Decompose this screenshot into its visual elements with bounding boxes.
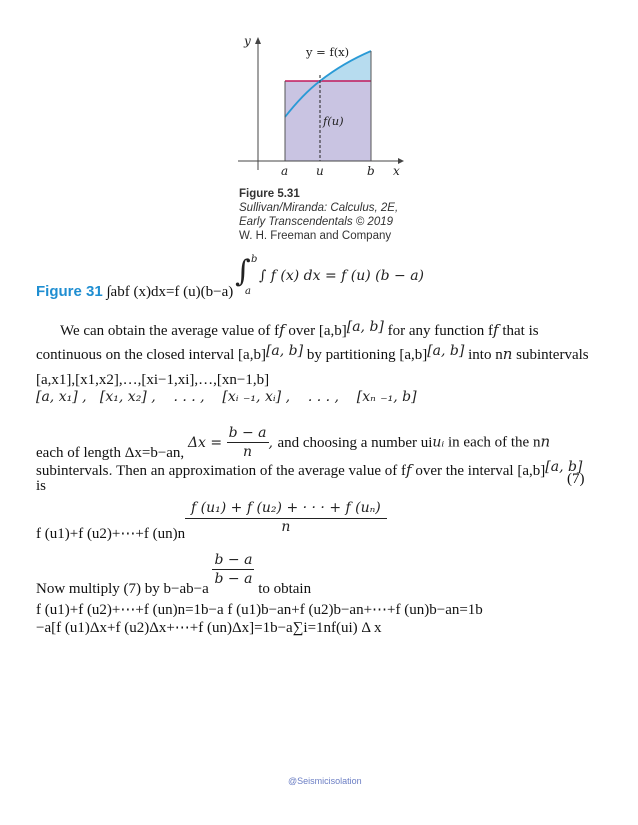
integral-upper: b [251,254,258,265]
caption-line-1: Sullivan/Miranda: Calculus, 2E, [239,202,399,214]
p8-fraction [212,551,254,588]
p2-math-interval: [a, b] [265,343,304,359]
integral-lower: a [245,286,251,297]
p6-text-b: Then an approximation of the average value of f [112,463,406,479]
y-axis-label: y [244,34,251,48]
p1-math-f2: f [493,321,499,339]
figure-31-text: ∫abf (x)dx=f (u)(b−a) [102,284,234,300]
subintervals-list-math: [a, x₁] , [x₁, x₂] , . . . , [xᵢ ₋₁, xᵢ] , . . . , [xₙ ₋₁, b] [36,389,417,405]
tick-a: a [281,164,289,178]
p8-denominator: b − a [214,571,253,587]
p8-numerator: b − a [214,552,253,568]
p2-text-c: into n [468,347,503,363]
p1-text-c: for any function f [387,323,494,339]
p6-text-a: subintervals [36,463,109,479]
caption-line-2: Early Transcendentals © 2019 [239,216,394,228]
p1-math-interval: [a, b] [346,319,384,335]
p2-text-b: by partitioning [a,b] [306,347,428,363]
p2-math-n: n [502,345,513,363]
paragraph-line-6 [36,461,582,481]
f-u-label: f(u) [323,114,344,128]
tick-b: b [367,164,375,178]
p1-math-f: f [279,321,285,339]
watermark: @Seismicisolation [288,776,362,786]
paragraph-line-10: −a[f (u1)Δx+f (u2)Δx+⋯+f (un)Δx]=1b−a∑i=1nf(ui) Δ x [36,620,382,636]
delta-x-label: Δx = [187,434,223,451]
p1-text-b: over [a,b] [288,323,347,339]
delta-x-comma: , [268,434,273,451]
paragraph-line-1 [60,321,539,340]
paragraph-line-2 [36,345,589,364]
figure-31-label: Figure 31 [36,283,103,300]
delta-x-denominator: n [243,444,253,460]
figure-caption-box [239,187,439,243]
paragraph-line-3: [a,x1],[x1,x2],…,[xi−1,xi],…,[xn−1,b] [36,372,270,388]
tick-u: u [316,164,324,178]
p1-text-a: We can obtain the average value of f [60,323,280,339]
p2-text-d: subintervals [516,347,589,363]
caption-title: Figure 5.31 [239,188,300,200]
integral-sign: ∫ [235,254,251,289]
p5-math-ui: uᵢ [432,434,445,451]
p5-text-c: in each of the n [448,434,541,451]
p6-math-interval: [a, b] [545,459,583,475]
p5-text-b: and choosing a number ui [277,434,433,451]
equation-7-fraction [185,500,387,535]
p6-math-f: f [406,461,412,479]
p8-text-a: Now multiply (7) by b−ab−a [36,580,209,597]
p5-math-n: n [540,432,551,451]
delta-x-fraction [227,424,269,461]
figure-5-31 [228,30,418,180]
p1-text-d: that is [502,323,539,339]
equation-7-text: f (u1)+f (u2)+⋯+f (un)n [36,526,186,542]
p2-text-a: continuous on the closed interval [a,b] [36,347,266,363]
curve-label: y = f(x) [306,45,350,59]
integral-equation: ∫ f (x) dx = f (u) (b − a) [259,268,425,284]
figure-31-math [235,252,445,302]
p6-text-c: over the interval [a,b] [415,463,546,479]
p6-dot: . [108,464,113,479]
p8-text-b: to obtain [258,580,312,597]
equation-number-7: (7) [567,471,585,487]
paragraph-line-5 [36,424,550,464]
paragraph-line-8 [36,551,312,597]
caption-line-3: W. H. Freeman and Company [239,230,392,242]
x-axis-label: x [393,164,400,178]
delta-x-numerator: b − a [228,425,267,441]
equation-7-numerator: f (u₁) + f (u₂) + · · · + f (uₙ) [185,500,387,519]
equation-7-display [185,500,387,535]
paragraph-is: is [36,478,47,494]
y-axis-arrow-icon [255,37,261,44]
p5-text-a: each of length Δx=b−an, [36,444,185,461]
p2-math-interval2: [a, b] [427,343,465,359]
figure-31-caption [36,283,233,301]
p5-delta-x [187,425,278,460]
equation-7-denominator: n [281,519,291,535]
paragraph-line-9: f (u1)+f (u2)+⋯+f (un)n=1b−a f (u1)b−an+f (u2)b−an+⋯+f (un)b−an=1b [36,602,483,618]
